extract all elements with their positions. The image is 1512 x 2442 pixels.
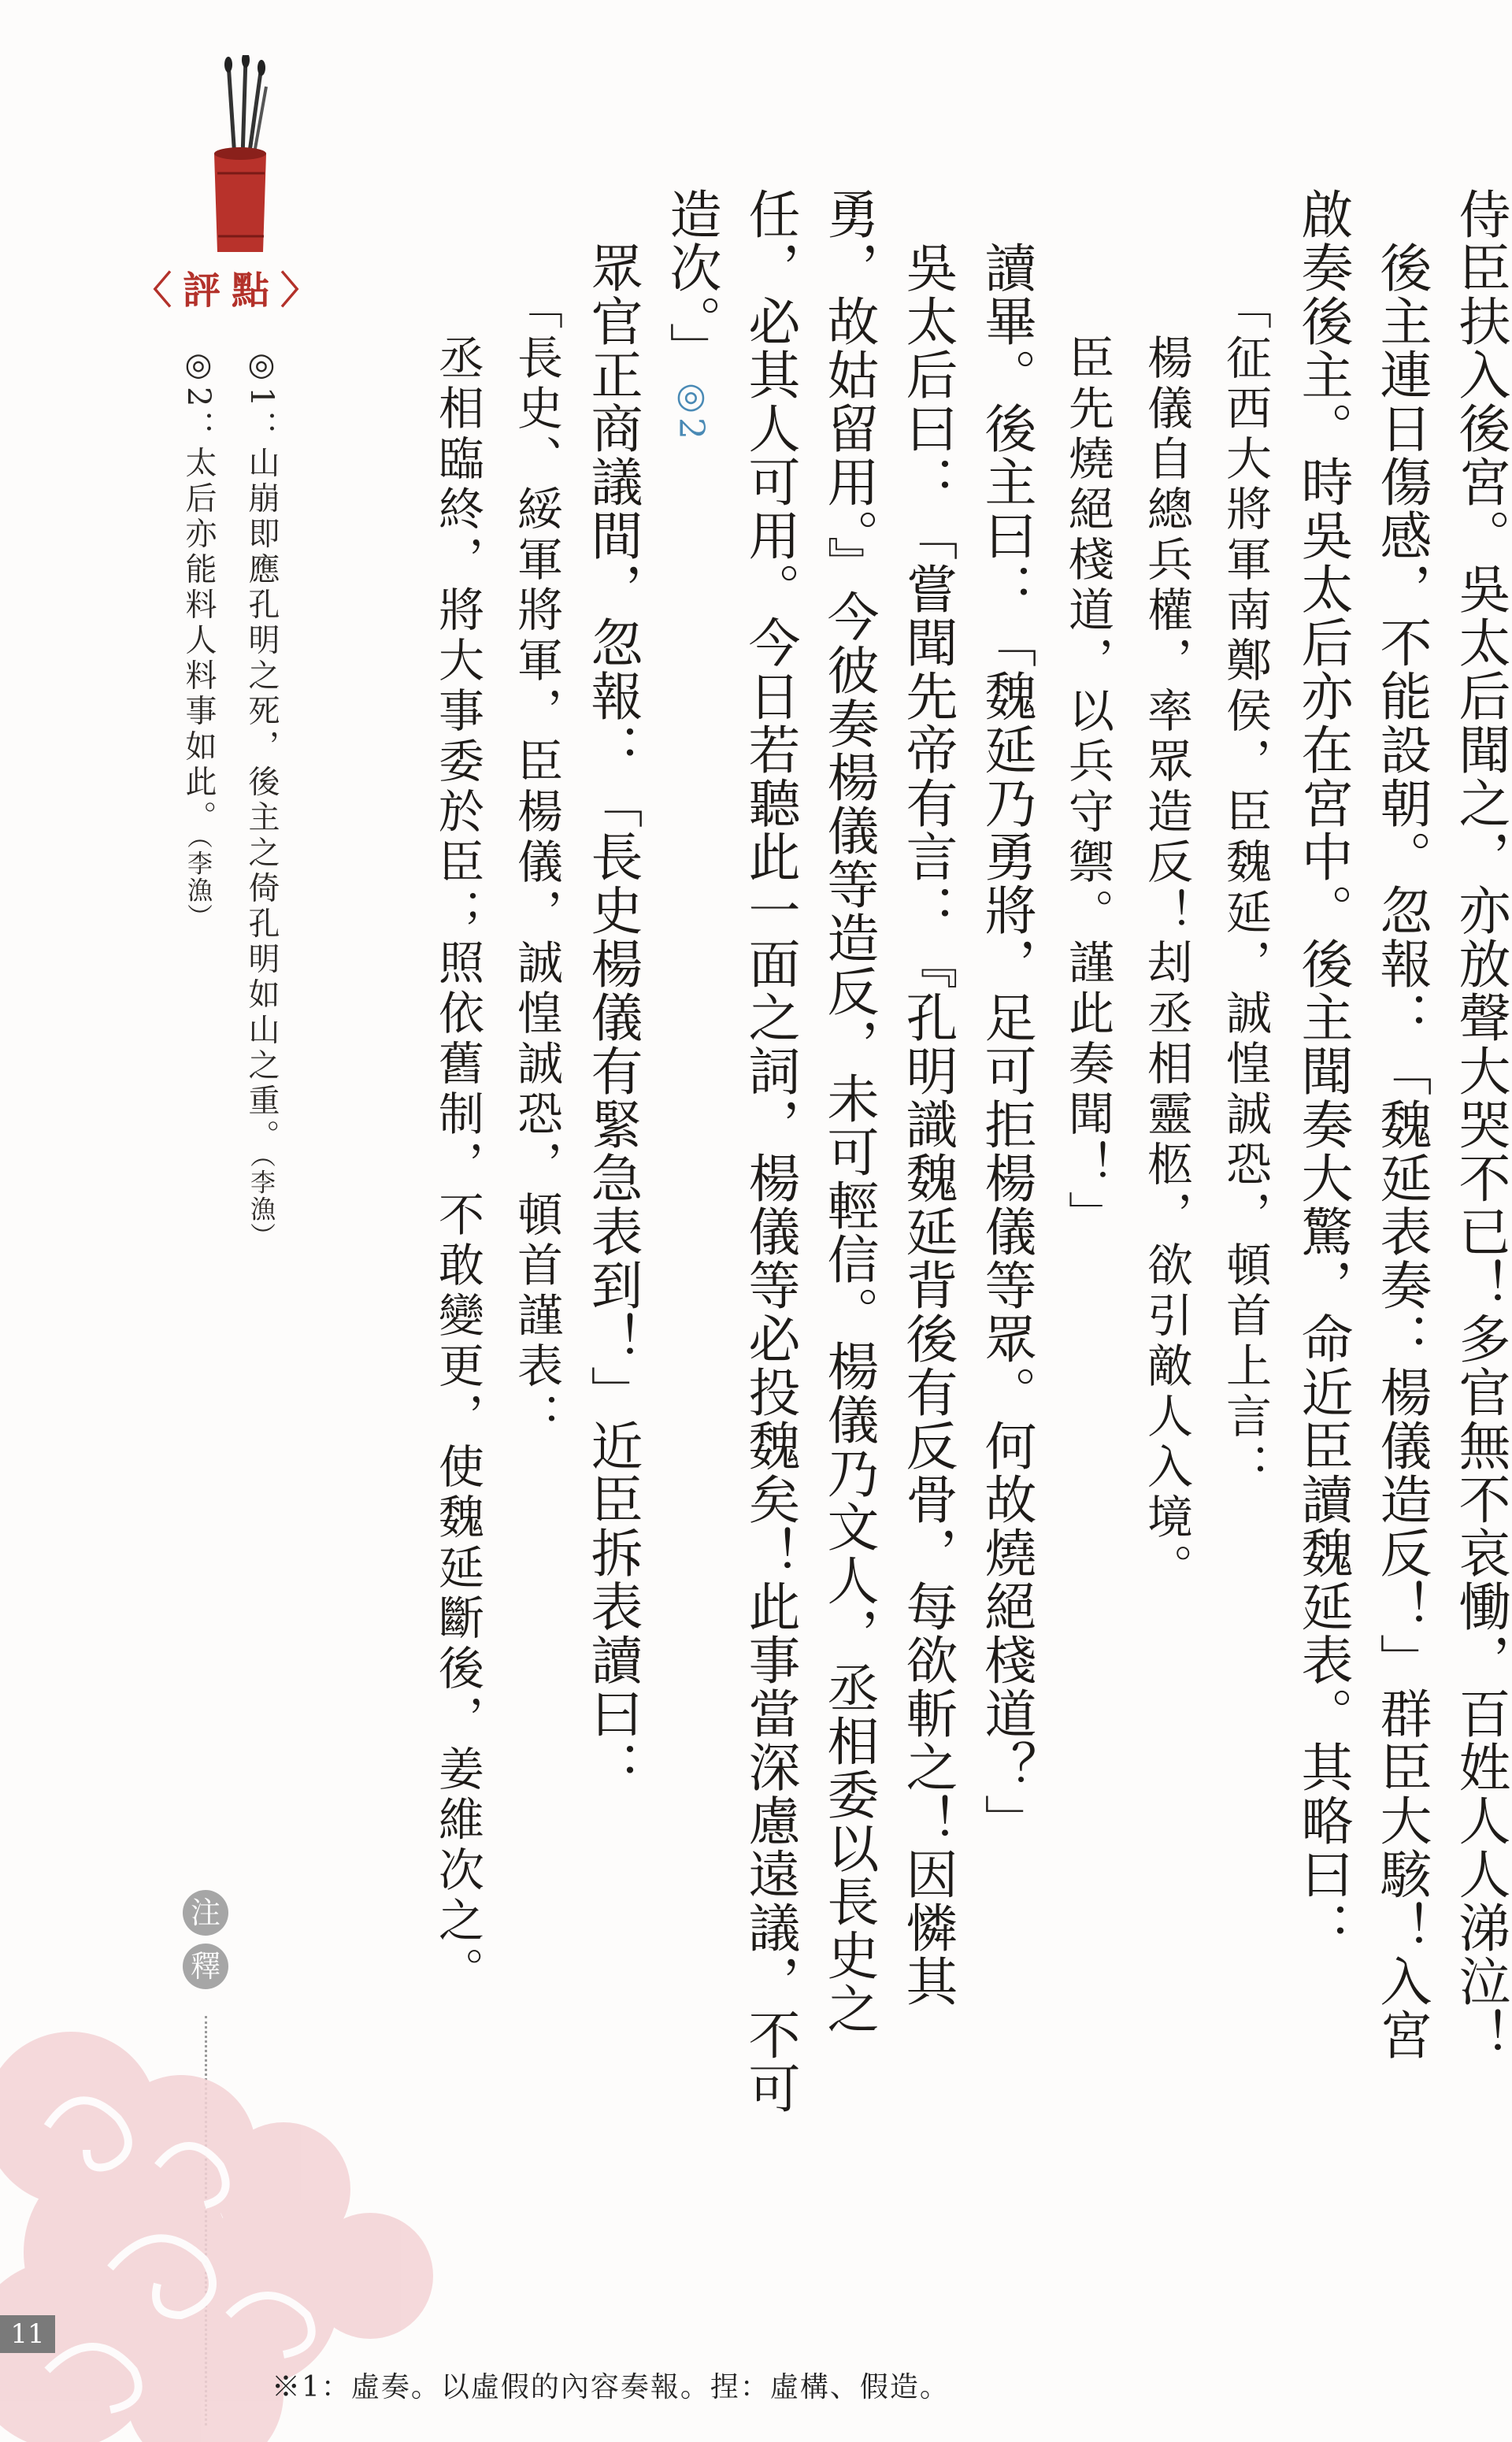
dialogue-col-4: 任，必其人可用。今日若聽此一面之詞，楊儀等必投魏矣！此事當深慮遠議，不可 [739,187,800,2115]
memorial-quote-col-2: 楊儀自總兵權，率眾造反！刦丞相靈柩，欲引敵人入境。 [1140,283,1193,1594]
dialogue-col-3: 勇，故姑留用。』今彼奏楊儀等造反，未可輕信。楊儀乃文人，丞相委以長史之 [818,187,879,2036]
dialogue-col-1: 讀畢。後主曰：「魏延乃勇將，足可拒楊儀等眾。何故燒絕棧道？」 [976,187,1036,1847]
brush-pot-illustration [197,55,284,260]
commentary-marker: ◎2 [671,376,711,441]
footnote: ※1：虛奏。以虛假的內容奏報。捏：虛構、假造。 [272,2371,950,2403]
main-text-col-2: 後主連日傷感，不能設朝。忽報：「魏延表奏：楊儀造反！」群臣大駭！入宮 [1371,187,1432,2062]
dialogue-col-5 [661,187,721,441]
notes-label-char-1: 注 [183,1890,228,1936]
dialogue-text: 造次。」 [661,187,721,376]
main-text-col-1: 侍臣扶入後宮。吳太后聞之，亦放聲大哭不已！多官無不哀慟，百姓人人涕泣！ [1450,187,1510,2062]
memorial-quote-col-3: 臣先燒絕棧道，以兵守禦。謹此奏聞！」 [1061,283,1114,1241]
notes-label-char-2: 釋 [183,1944,228,1989]
main-text-col-3: 啟奏後主。時吳太后亦在宮中。後主聞奏大驚，命近臣讀魏延表。其略曰： [1292,187,1353,1955]
commentary-source: （李漁） [246,1154,276,1250]
commentary-heading: 〈評點〉 [134,269,330,313]
commentary-item-1 [243,346,280,1250]
dialogue-col-6: 眾官正商議間，忽報：「長史楊儀有緊急表到！」近臣拆表讀曰： [582,187,643,1794]
yang-memorial-col-1: 「長史、綏軍將軍，臣楊儀，誠惶誠恐，頓首謹表： [510,283,563,1443]
yang-memorial-col-2: 丞相臨終，將大事委於臣；照依舊制，不敢變更，使魏延斷後，姜維次之。 [431,283,484,1997]
commentary-text: ◎2：太后亦能料人料事如此。 [180,346,217,836]
commentary-item-2 [180,346,217,931]
page-number: 11 [0,2315,55,2353]
commentary-text: ◎1：山崩即應孔明之死，後主之倚孔明如山之重。 [243,346,280,1155]
commentary-source: （李漁） [183,836,213,931]
dialogue-col-2: 吳太后曰：「嘗聞先帝有言：『孔明識魏延背後有反骨，每欲斬之！因憐其 [897,187,958,2008]
memorial-quote-col-1: 「征西大將軍南鄭侯，臣魏延，誠惶誠恐，頓首上言： [1218,283,1272,1493]
